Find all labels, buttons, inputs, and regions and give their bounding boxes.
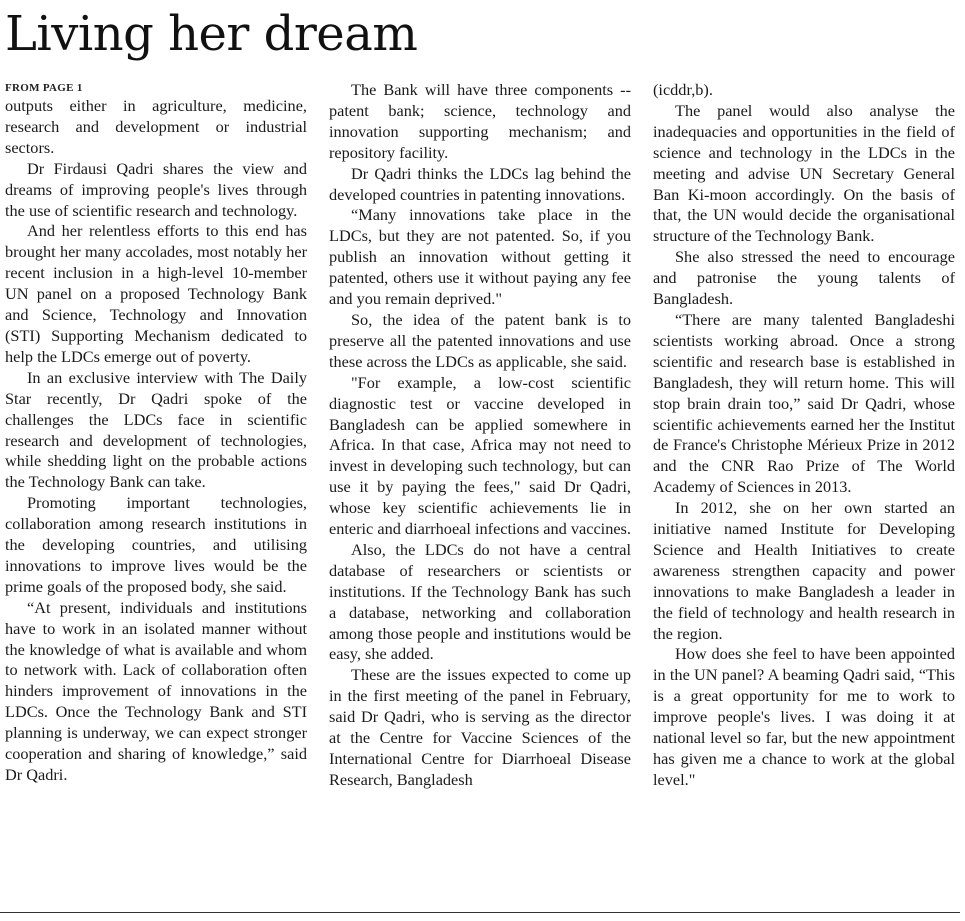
paragraph: Also, the LDCs do not have a central database of researchers or scientists or institutions. If the Technology Bank has such a database, networking and collaboration among those people and institutions would be easy, she added. [329,539,631,664]
paragraph: “Many innovations take place in the LDCs, but they are not patented. So, if you publish an innovation without getting it patented, others use it without paying any fee and you remain deprived." [329,205,631,309]
paragraph: Dr Qadri thinks the LDCs lag behind the developed countries in patenting innovations. [329,163,631,204]
article-column-3 [653,80,955,791]
paragraph: "For example, a low-cost scientific diagnostic test or vaccine developed in Bangladesh can be applied somewhere in Africa. In that case, Africa may not need to invest in developing such technology, but can use it by paying the fees," said Dr Qadri, whose key scientific achievements lie in enteric and diarrhoeal infections and vaccines. [329,372,631,539]
article-column-2 [329,80,631,791]
paragraph: These are the issues expected to come up in the first meeting of the panel in February, said Dr Qadri, who is serving as the director at the Centre for Vaccine Sciences of the International Centre for Diarrhoeal Disease Research, Bangladesh [329,665,631,789]
paragraph: outputs either in agriculture, medicine, research and development or industrial sectors. [5,96,307,157]
paragraph: “There are many talented Bangladeshi scientists working abroad. Once a strong scientific and research base is established in Bangladesh, they will return home. This will stop brain drain too,” said Dr Qadri, whose scientific achievements earned her the Institut de France's Christophe Mérieux Prize in 2012 and the CNR Rao Prize of The World Academy of Sciences in 2013. [653,309,955,497]
paragraph: The panel would also analyse the inadequacies and opportunities in the field of science and technology in the LDCs in the meeting and advise UN Secretary General Ban Ki-moon accordingly. On the basis of that, the UN would decide the organisational structure of the Technology Bank. [653,100,955,246]
bottom-rule [0,912,960,913]
article-column-1 [5,80,307,791]
paragraph: How does she feel to have been appointed in the UN panel? A beaming Qadri said, “This is a great opportunity for me to work to improve people's lives. I was doing it at national level so far, but the new appointment has given me a chance to work at the global level." [653,644,955,789]
paragraph: And her relentless efforts to this end has brought her many accolades, most notably her recent inclusion in a high-level 10-member UN panel on a proposed Technology Bank and Science, Technology and Innovation (STI) Supporting Mechanism dedicated to help the LDCs emerge out of poverty. [5,221,307,366]
paragraph: She also stressed the need to encourage and patronise the young talents of Bangladesh. [653,247,955,309]
paragraph: The Bank will have three components -- patent bank; science, technology and innovation supporting mechanism; and repository facility. [329,80,631,162]
article-body [5,80,955,791]
paragraph: “At present, individuals and institutions have to work in an isolated manner without the knowledge of what is available and whom to network with. Lack of collaboration often hinders improvement of innovations in the LDCs. Once the Technology Bank and STI planning is underway, we can expect stronger cooperation and sharing of knowledge,” said Dr Qadri. [5,597,307,784]
paragraph: So, the idea of the patent bank is to preserve all the patented innovations and use these across the LDCs as applicable, she said. [329,309,631,371]
continuation-kicker: FROM PAGE 1 [5,82,83,94]
paragraph: Dr Firdausi Qadri shares the view and dreams of improving people's lives through the use of scientific research and technology. [5,158,307,220]
paragraph: (icddr,b). [653,80,713,99]
paragraph: Promoting important technologies, collaboration among research institutions in the developing countries, and utilising innovations to improve lives would be the prime goals of the proposed body, she said. [5,493,307,596]
article-headline: Living her dream [5,6,418,62]
paragraph: In 2012, she on her own started an initiative named Institute for Developing Science and Health Initiatives to create awareness strengthen capacity and power innovations to make Bangladesh a leader in the field of technology and health research in the region. [653,498,955,643]
paragraph: In an exclusive interview with The Daily Star recently, Dr Qadri spoke of the challenges the LDCs face in scientific research and development of technologies, while shedding light on the probable actions the Technology Bank can take. [5,367,307,492]
